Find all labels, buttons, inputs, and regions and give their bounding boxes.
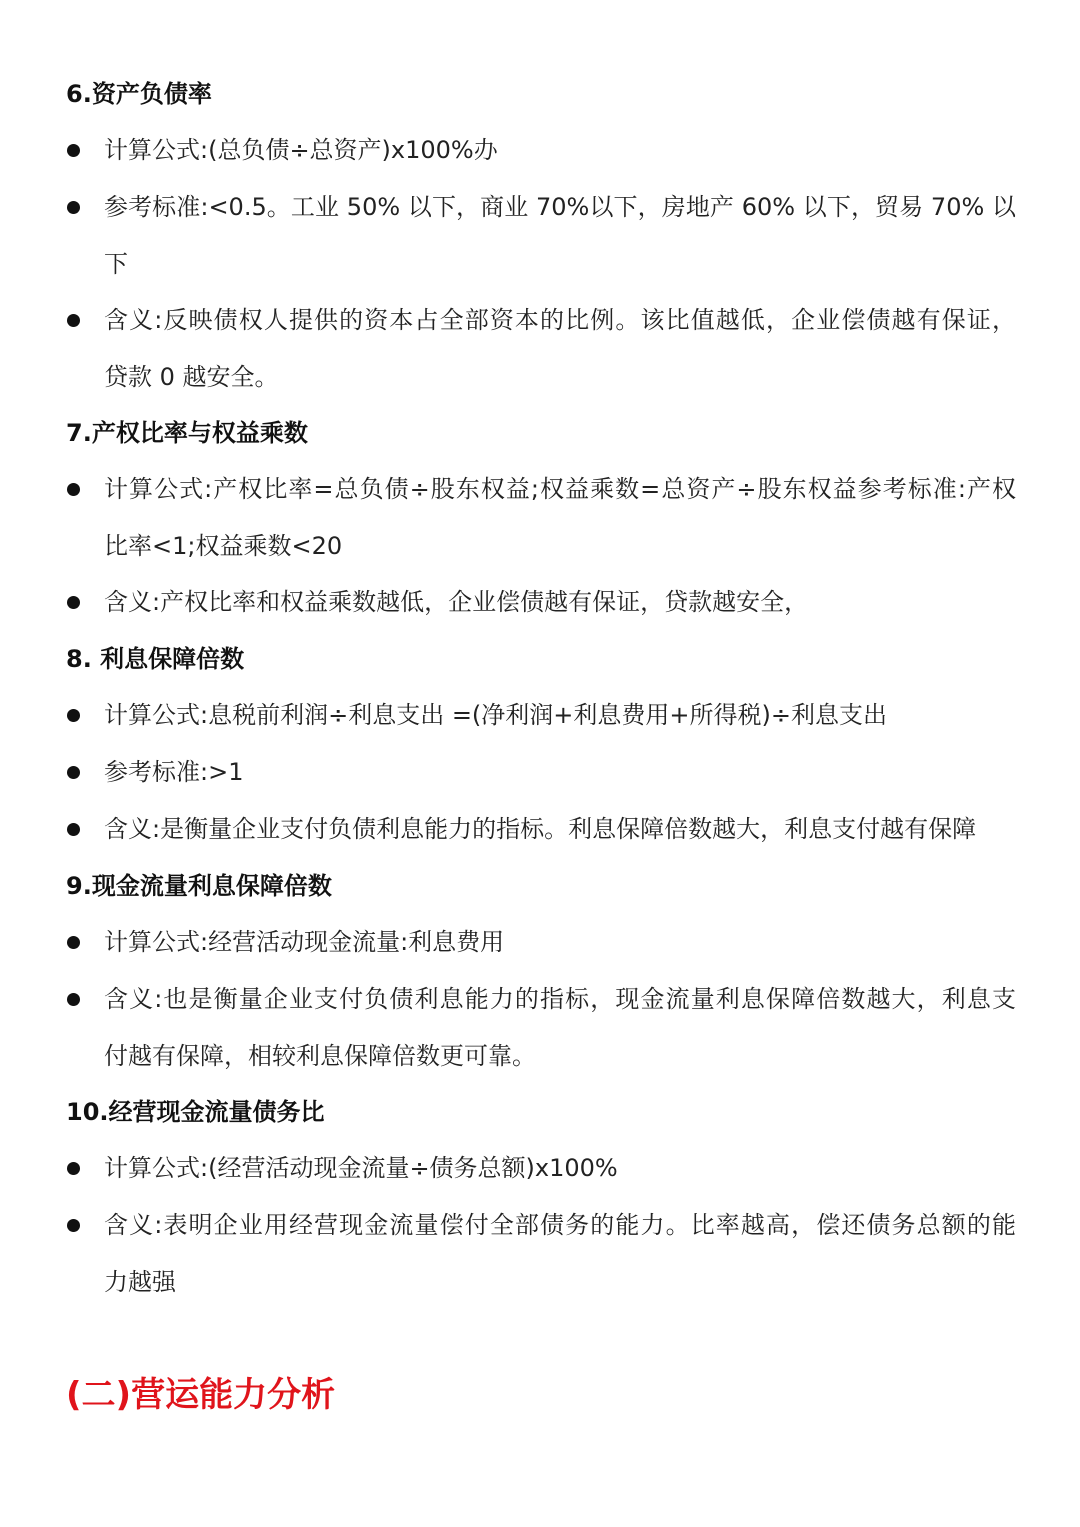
bullet-dot: [67, 144, 80, 157]
list-item-text: [104, 292, 1016, 406]
list-item-text: [104, 744, 1016, 801]
list-item-text: [104, 1140, 1016, 1197]
bullet-dot: [67, 823, 80, 836]
bullet-dot: [67, 1219, 80, 1232]
list-item-line: 下: [104, 250, 128, 278]
bullet-dot: [67, 596, 80, 609]
section-heading-8: 8. 利息保障倍数: [66, 645, 245, 673]
section-title-operating-capacity: (二)营运能力分析: [66, 1375, 336, 1415]
list-item-text: [104, 461, 1016, 575]
list-item-line: 含义:反映债权人提供的资本占全部资本的比例。该比值越低，企业偿债越有保证，: [104, 306, 1016, 334]
list-item-line: 付越有保障，相较利息保障倍数更可靠。: [104, 1042, 536, 1070]
list-item-text: [104, 1197, 1016, 1311]
list-item-text: [104, 179, 1016, 293]
section-heading-10: 10.经营现金流量债务比: [66, 1098, 325, 1126]
list-item-line: 含义:表明企业用经营现金流量偿付全部债务的能力。比率越高，偿还债务总额的能: [104, 1211, 1016, 1239]
bullet-dot: [67, 314, 80, 327]
list-item-text: [104, 574, 1016, 631]
section-heading-6: 6.资产负债率: [66, 80, 212, 108]
list-item-line: 含义:也是衡量企业支付负债利息能力的指标，现金流量利息保障倍数越大，利息支: [104, 985, 1016, 1013]
list-item-text: [104, 801, 1016, 858]
list-item-text: [104, 687, 1016, 744]
list-item-line: 计算公式:(经营活动现金流量÷债务总额)x100%: [104, 1154, 618, 1182]
list-item-line: 参考标准:>1: [104, 758, 244, 786]
bullet-dot: [67, 201, 80, 214]
list-item-line: 计算公式:(总负债÷总资产)x100%办: [104, 136, 498, 164]
list-item-line: 参考标准:<0.5。工业 50% 以下，商业 70%以下，房地产 60% 以下，贸易 70% 以: [104, 193, 1016, 221]
list-item-line: 计算公式:产权比率=总负债÷股东权益;权益乘数=总资产÷股东权益参考标准:产权: [104, 475, 1016, 503]
list-item-line: 含义:产权比率和权益乘数越低，企业偿债越有保证，贷款越安全，: [104, 588, 809, 616]
section-heading-9: 9.现金流量利息保障倍数: [66, 872, 332, 900]
bullet-dot: [67, 993, 80, 1006]
list-item-text: [104, 971, 1016, 1085]
section-heading-7: 7.产权比率与权益乘数: [66, 419, 308, 447]
bullet-dot: [67, 709, 80, 722]
list-item-line: 含义:是衡量企业支付负债利息能力的指标。利息保障倍数越大，利息支付越有保障: [104, 815, 977, 843]
list-item-line: 贷款 0 越安全。: [104, 363, 279, 391]
bullet-dot: [67, 766, 80, 779]
bullet-dot: [67, 936, 80, 949]
bullet-dot: [67, 1162, 80, 1175]
list-item-line: 力越强: [104, 1268, 176, 1296]
list-item-line: 比率<1;权益乘数<20: [104, 532, 343, 560]
bullet-dot: [67, 483, 80, 496]
list-item-text: [104, 122, 1016, 179]
list-item-line: 计算公式:经营活动现金流量:利息费用: [104, 928, 505, 956]
list-item-text: [104, 914, 1016, 971]
list-item-line: 计算公式:息税前利润÷利息支出 =(净利润+利息费用+所得税)÷利息支出: [104, 701, 887, 729]
